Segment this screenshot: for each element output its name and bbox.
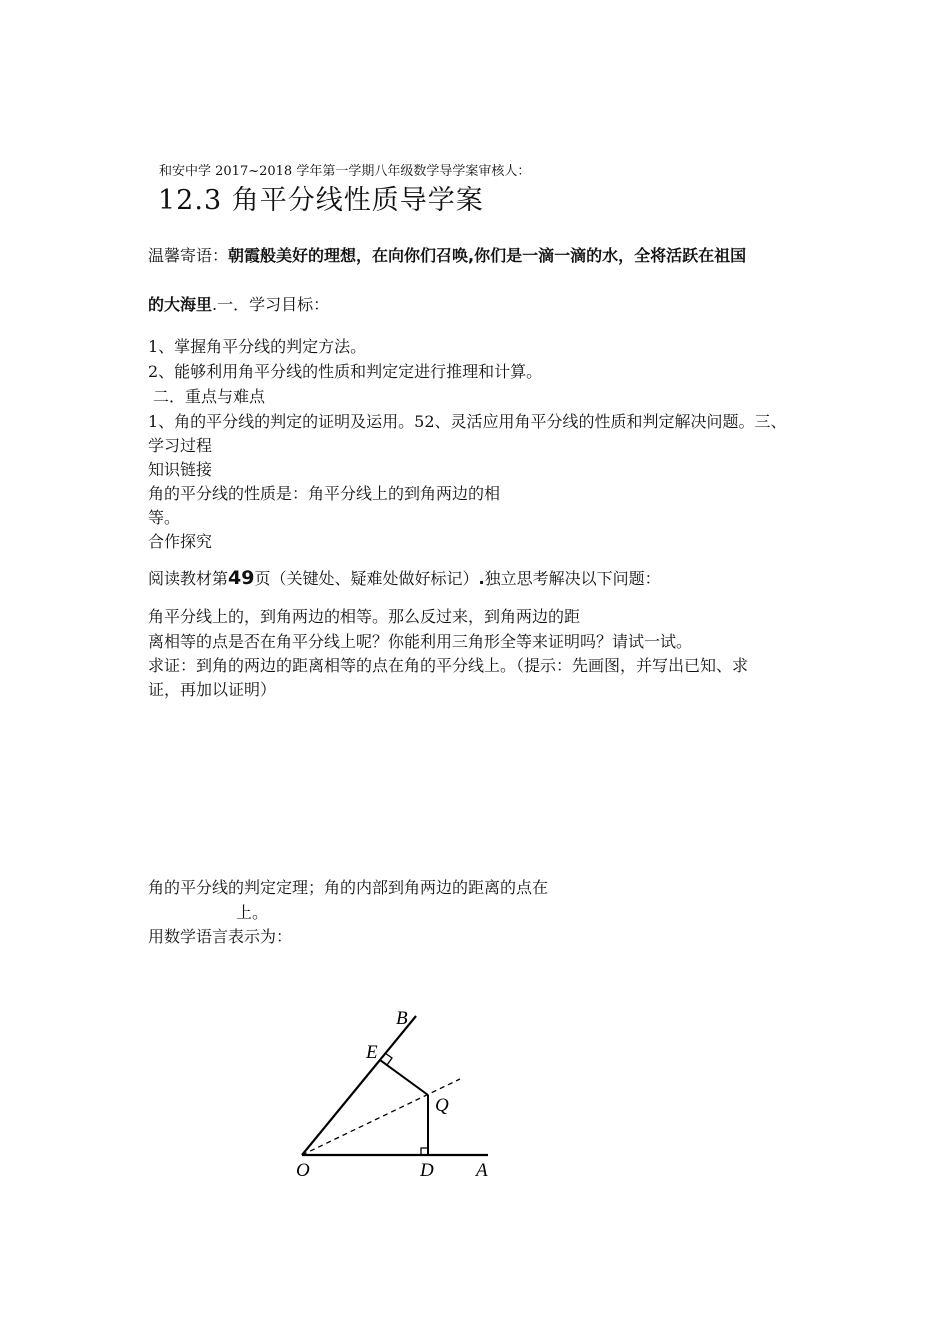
bisector-dashed bbox=[302, 1079, 460, 1155]
label-a: A bbox=[476, 1160, 488, 1181]
greeting-line-1 bbox=[148, 243, 746, 266]
read-mid: 页（关键处、疑难处做好标记） bbox=[254, 569, 479, 588]
knowledge-line-1: 角的平分线的性质是：角平分线上的到角两边的相 bbox=[148, 484, 501, 503]
ray-ob bbox=[302, 1016, 416, 1155]
para-line-2: 离相等的点是否在角平分线上呢？你能利用三角形全等来证明吗？请试一试。 bbox=[148, 632, 693, 651]
section2-line-2: 学习过程 bbox=[148, 436, 213, 455]
knowledge-heading: 知识链接 bbox=[148, 460, 213, 479]
page-title: 12.3 角平分线性质导学案 bbox=[158, 185, 484, 216]
label-q: Q bbox=[435, 1095, 449, 1116]
read-page: 49 bbox=[228, 567, 255, 589]
label-o: O bbox=[296, 1160, 310, 1181]
explore-heading: 合作探究 bbox=[148, 532, 213, 551]
greeting-text-1: 朝霞般美好的理想，在向你们召唤,你们是一滴一滴的水，全将活跃在祖国 bbox=[228, 246, 747, 265]
read-bold: . bbox=[478, 569, 485, 588]
label-d: D bbox=[420, 1160, 434, 1181]
read-line bbox=[148, 566, 661, 589]
read-suffix: 独立思考解决以下问题： bbox=[484, 569, 661, 588]
math-language-line: 用数学语言表示为： bbox=[148, 927, 293, 946]
segment-eq bbox=[380, 1060, 428, 1095]
greeting-label: 温馨寄语： bbox=[148, 246, 229, 265]
angle-bisector-figure bbox=[280, 1000, 520, 1190]
prove-line-1: 求证：到角的两边的距离相等的点在角的平分线上。（提示：先画图，并写出已知、求 bbox=[148, 656, 749, 675]
knowledge-line-2: 等。 bbox=[148, 508, 181, 527]
section1-heading: .一．学习目标： bbox=[212, 295, 330, 314]
theorem-line-1: 角的平分线的判定定理；角的内部到角两边的距离的点在 bbox=[148, 878, 549, 897]
section2-line-1: 1、角的平分线的判定的证明及运用。52、灵活应用角平分线的性质和判定解决问题。三、 bbox=[148, 412, 787, 431]
label-b: B bbox=[396, 1008, 408, 1029]
goal-2: 2、能够利用角平分线的性质和判定定进行推理和计算。 bbox=[148, 362, 543, 381]
read-prefix: 阅读教材第 bbox=[148, 569, 229, 588]
section2-heading: 二．重点与难点 bbox=[153, 387, 266, 406]
theorem-line-2: 上。 bbox=[236, 903, 269, 922]
goal-1: 1、掌握角平分线的判定方法。 bbox=[148, 337, 367, 356]
header-line: 和安中学 2017~2018 学年第一学期八年级数学导学案审核人： bbox=[159, 164, 531, 179]
greeting-line-2 bbox=[148, 292, 329, 315]
label-e: E bbox=[366, 1042, 378, 1063]
greeting-text-2: 的大海里 bbox=[148, 295, 213, 314]
prove-line-2: 证，再加以证明） bbox=[148, 680, 277, 699]
para-line-1: 角平分线上的，到角两边的相等。那么反过来，到角两边的距 bbox=[148, 607, 581, 626]
